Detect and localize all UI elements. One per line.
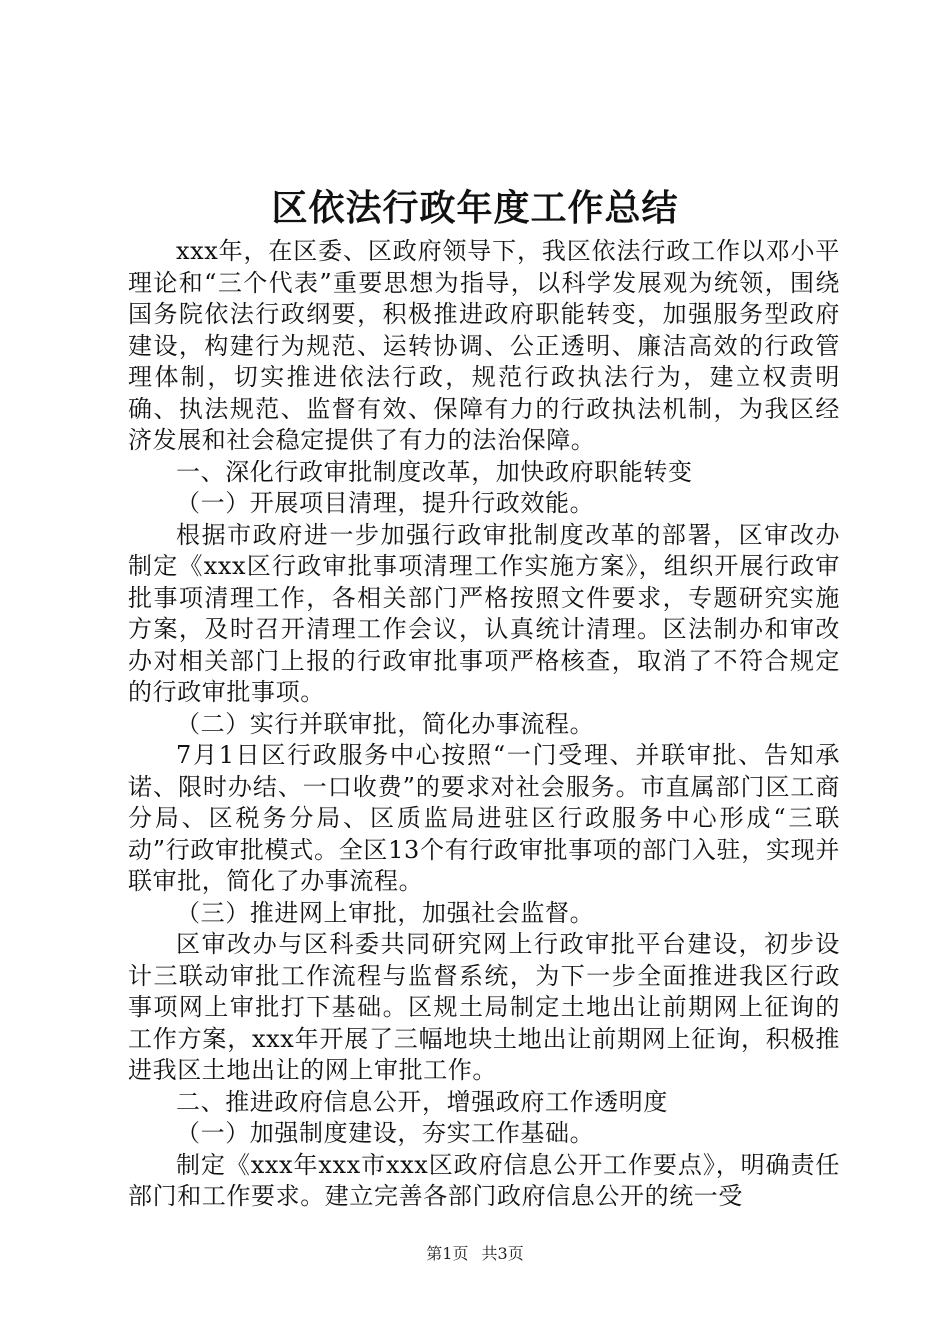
document-title: 区依法行政年度工作总结 bbox=[271, 187, 679, 229]
section-heading-2: 二、推进政府信息公开，增强政府工作透明度 bbox=[176, 1087, 668, 1116]
page-number: 第1页 bbox=[426, 1244, 469, 1263]
paragraph-1-3: 区审改办与区科委共同研究网上行政审批平台建设，初步设计三联动审批工作流程与监督系统，为下一步全面推进我区行政事项网上审批打下基础。区规土局制定土地出让前期网上征询的工作方案，xxx年开展了三幅地块土地出让前期网上征询，积极推进我区土地出让的网上审批工作。 bbox=[128, 930, 840, 1084]
paragraph-2-1: 制定《xxx年xxx市xxx区政府信息公开工作要点》，明确责任部门和工作要求。建立完善各部门政府信息公开的统一受 bbox=[128, 1150, 840, 1210]
section-heading-1: 一、深化行政审批制度改革，加快政府职能转变 bbox=[176, 457, 693, 486]
page-total: 共3页 bbox=[481, 1244, 524, 1263]
subsection-heading-1-1: （一）开展项目清理，提升行政效能。 bbox=[176, 489, 595, 517]
subsection-heading-1-2: （二）实行并联审批，简化办事流程。 bbox=[176, 709, 595, 738]
paragraph-1-1: 根据市政府进一步加强行政审批制度改革的部署，区审改办制定《xxx区行政审批事项清理工作实施方案》，组织开展行政审批事项清理工作，各相关部门严格按照文件要求，专题研究实施方案，及时召开清理工作会议，认真统计清理。区法制办和审改办对相关部门上报的行政审批事项严格核查，取消了不符合规定的行政审批事项。 bbox=[128, 520, 840, 706]
page-footer bbox=[0, 1242, 950, 1266]
paragraph-1-2: 7月1日区行政服务中心按照“一门受理、并联审批、告知承诺、限时办结、一口收费”的要求对社会服务。市直属部门区工商分局、区税务分局、区质监局进驻区行政服务中心形成“三联动”行政审批模式。全区13个有行政审批事项的部门入驻，实现并联审批，简化了办事流程。 bbox=[128, 741, 840, 895]
document-body bbox=[128, 236, 840, 1213]
subsection-heading-2-1: （一）加强制度建设，夯实工作基础。 bbox=[176, 1119, 595, 1147]
paragraph-intro: xxx年，在区委、区政府领导下，我区依法行政工作以邓小平理论和“三个代表”重要思想为指导，以科学发展观为统领，围绕国务院依法行政纲要，积极推进政府职能转变，加强服务型政府建设，构建行为规范、运转协调、公正透明、廉洁高效的行政管理体制，切实推进依法行政，规范行政执法行为，建立权责明确、执法规范、监督有效、保障有力的行政执法机制，为我区经济发展和社会稳定提供了有力的法治保障。 bbox=[128, 237, 840, 454]
subsection-heading-1-3: （三）推进网上审批，加强社会监督。 bbox=[176, 898, 595, 927]
